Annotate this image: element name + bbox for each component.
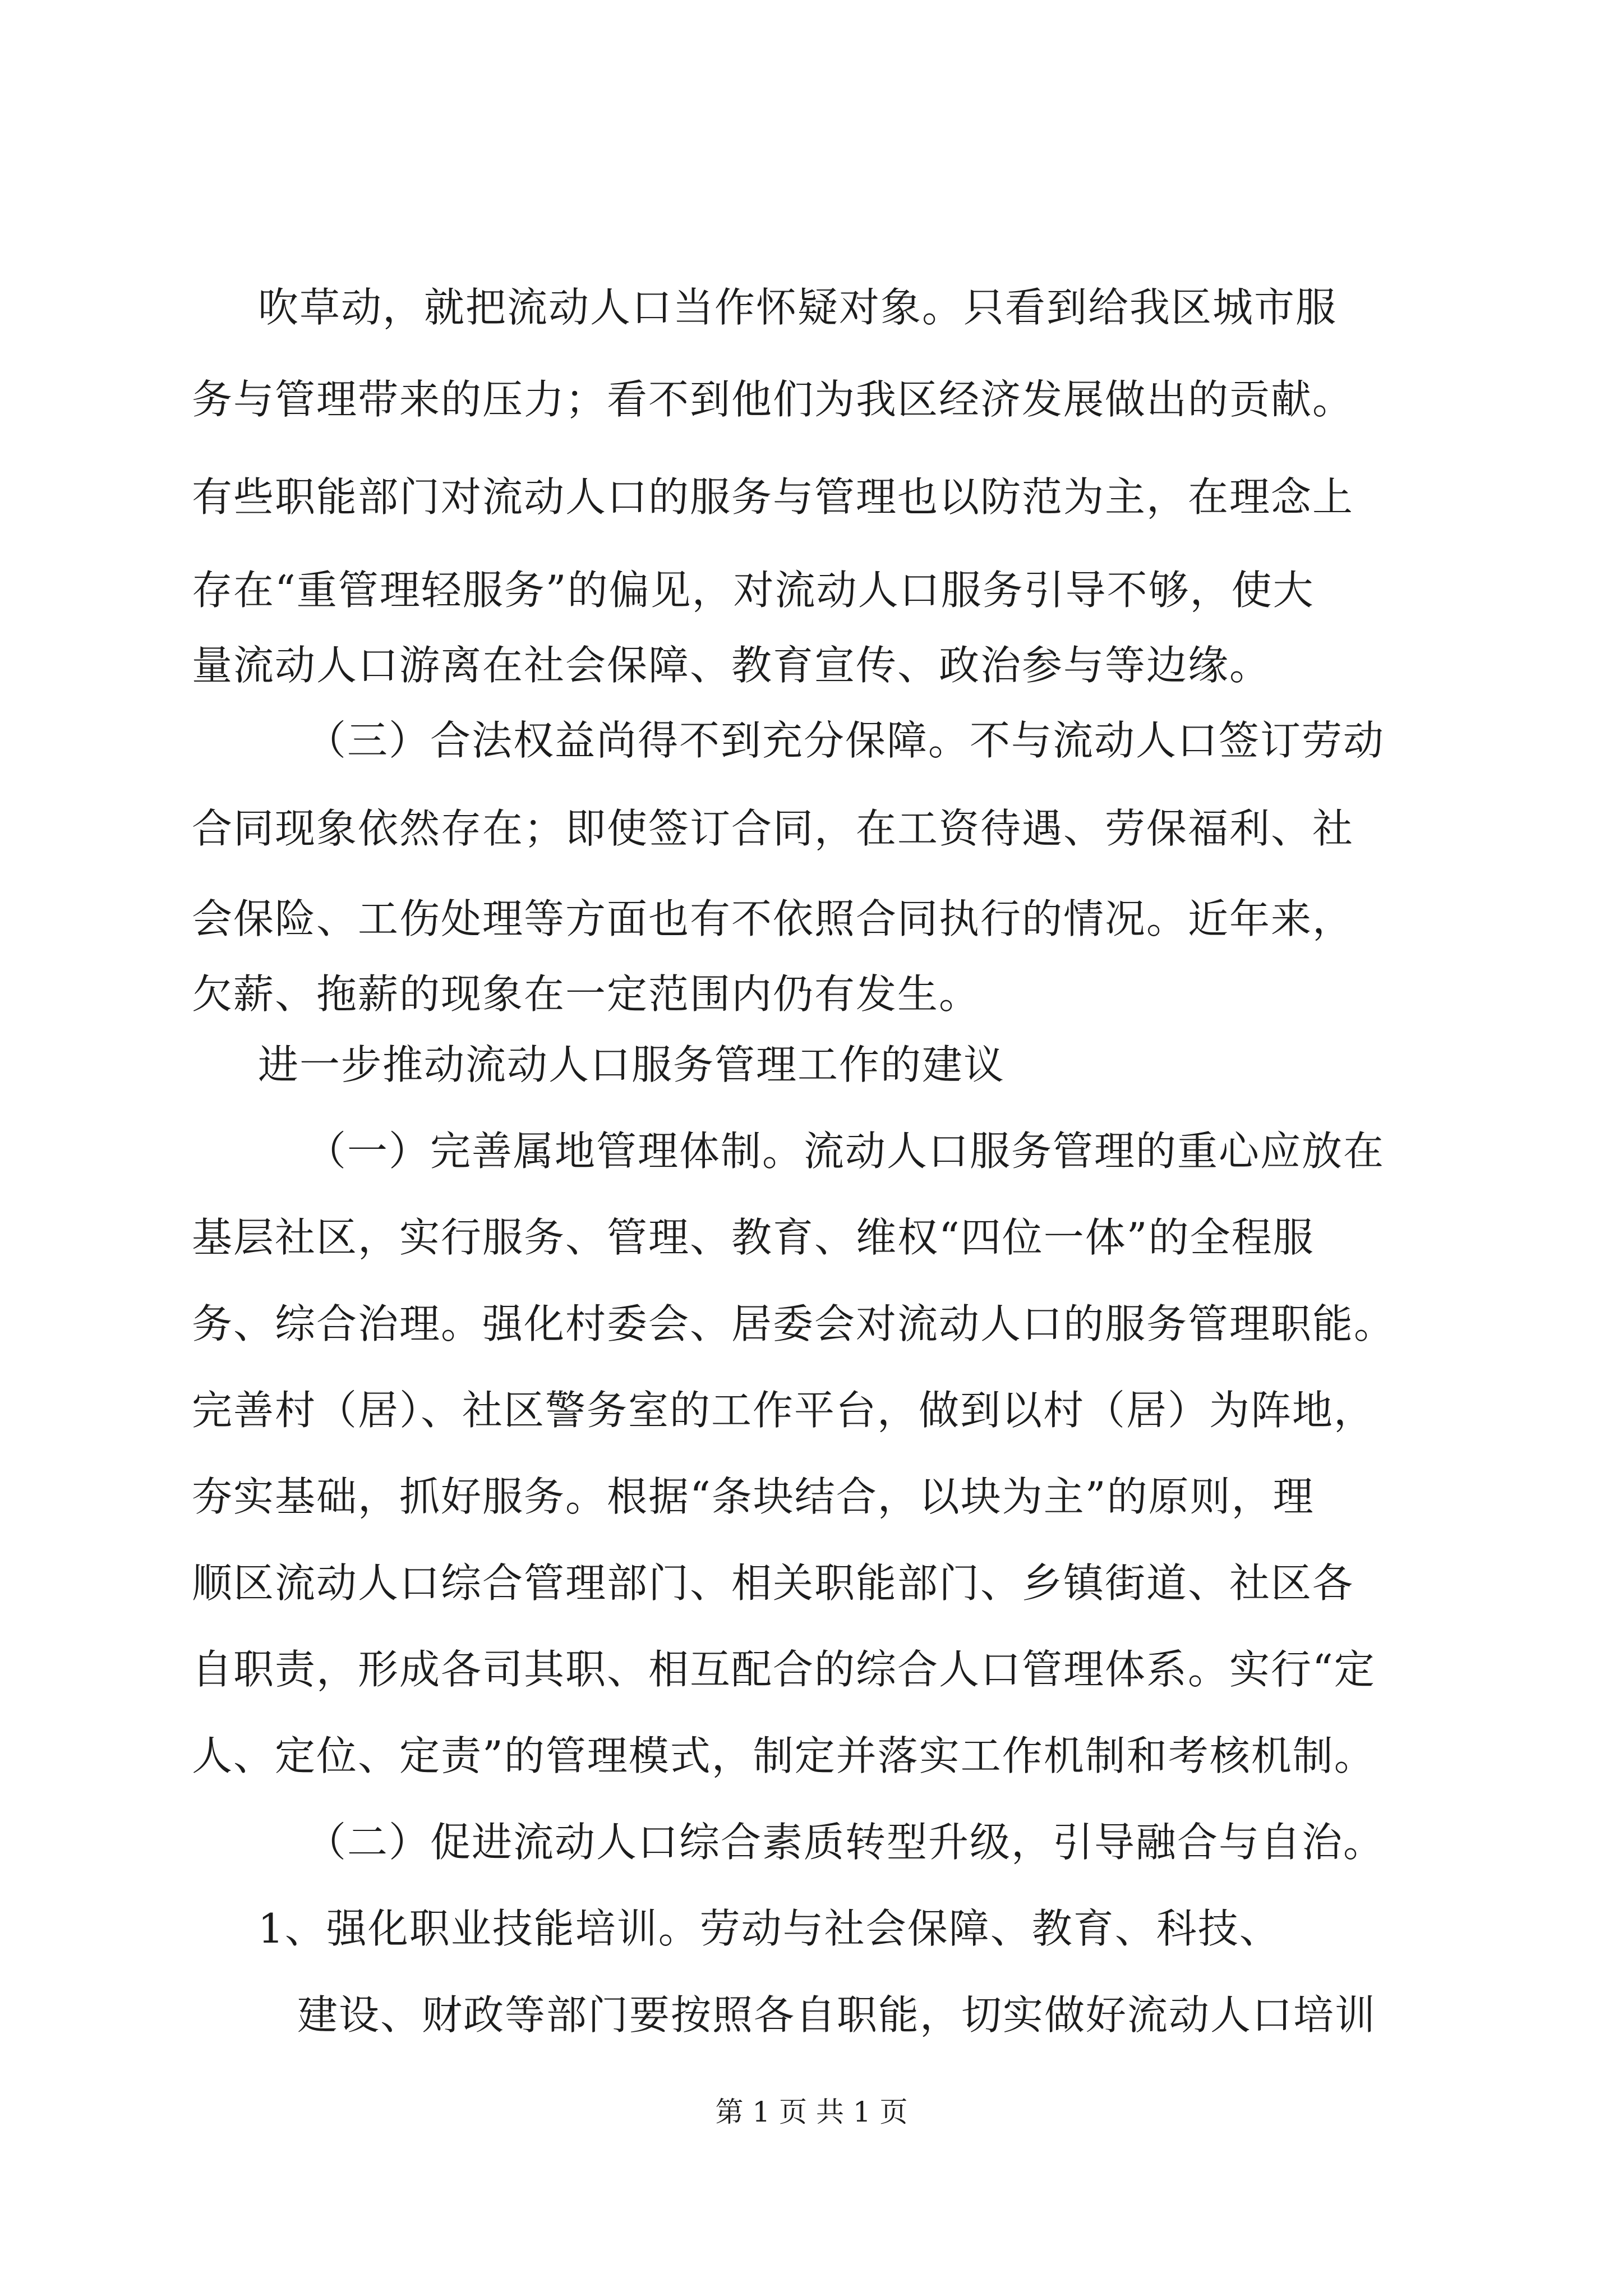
text-line-16: 顺区流动人口综合管理部门、相关职能部门、乡镇街道、社区各 xyxy=(192,1559,1354,1607)
text-line-13: 务、综合治理。强化村委会、居委会对流动人口的服务管理职能。 xyxy=(192,1300,1396,1347)
text-line-6: （三）合法权益尚得不到充分保障。不与流动人口签订劳动 xyxy=(306,717,1385,764)
text-line-15: 夯实基础，抓好服务。根据“条块结合，以块为主”的原则，理 xyxy=(192,1473,1315,1520)
text-line-17: 自职责，形成各司其职、相互配合的综合人口管理体系。实行“定 xyxy=(192,1646,1376,1693)
text-line-8: 会保险、工伤处理等方面也有不依照合同执行的情况。近年来， xyxy=(192,895,1354,942)
section-heading: 进一步推动流动人口服务管理工作的建议 xyxy=(258,1041,1006,1088)
text-line-14: 完善村（居）、社区警务室的工作平台，做到以村（居）为阵地， xyxy=(192,1387,1376,1434)
text-line-11: （一）完善属地管理体制。流动人口服务管理的重心应放在 xyxy=(306,1128,1385,1175)
text-line-5: 量流动人口游离在社会保障、教育宣传、政治参与等边缘。 xyxy=(192,642,1271,689)
text-line-18: 人、定位、定责”的管理模式，制定并落实工作机制和考核机制。 xyxy=(192,1732,1376,1779)
page-footer: 第 1 页 共 1 页 xyxy=(715,2096,908,2128)
text-line-12: 基层社区，实行服务、管理、教育、维权“四位一体”的全程服 xyxy=(192,1214,1315,1261)
text-line-19: （二）促进流动人口综合素质转型升级，引导融合与自治。 xyxy=(306,1819,1385,1866)
text-line-4: 存在“重管理轻服务”的偏见，对流动人口服务引导不够，使大 xyxy=(192,567,1315,614)
text-line-9: 欠薪、拖薪的现象在一定范围内仍有发生。 xyxy=(192,970,981,1018)
text-line-1: 吹草动，就把流动人口当作怀疑对象。只看到给我区城市服 xyxy=(258,284,1338,331)
text-line-7: 合同现象依然存在；即使签订合同，在工资待遇、劳保福利、社 xyxy=(192,805,1354,852)
text-line-21: 建设、财政等部门要按照各自职能，切实做好流动人口培训 xyxy=(297,1991,1377,2039)
text-line-3: 有些职能部门对流动人口的服务与管理也以防范为主，在理念上 xyxy=(192,473,1354,521)
text-line-2: 务与管理带来的压力；看不到他们为我区经济发展做出的贡献。 xyxy=(192,376,1354,423)
text-line-20: 1、强化职业技能培训。劳动与社会保障、教育、科技、 xyxy=(258,1905,1281,1952)
